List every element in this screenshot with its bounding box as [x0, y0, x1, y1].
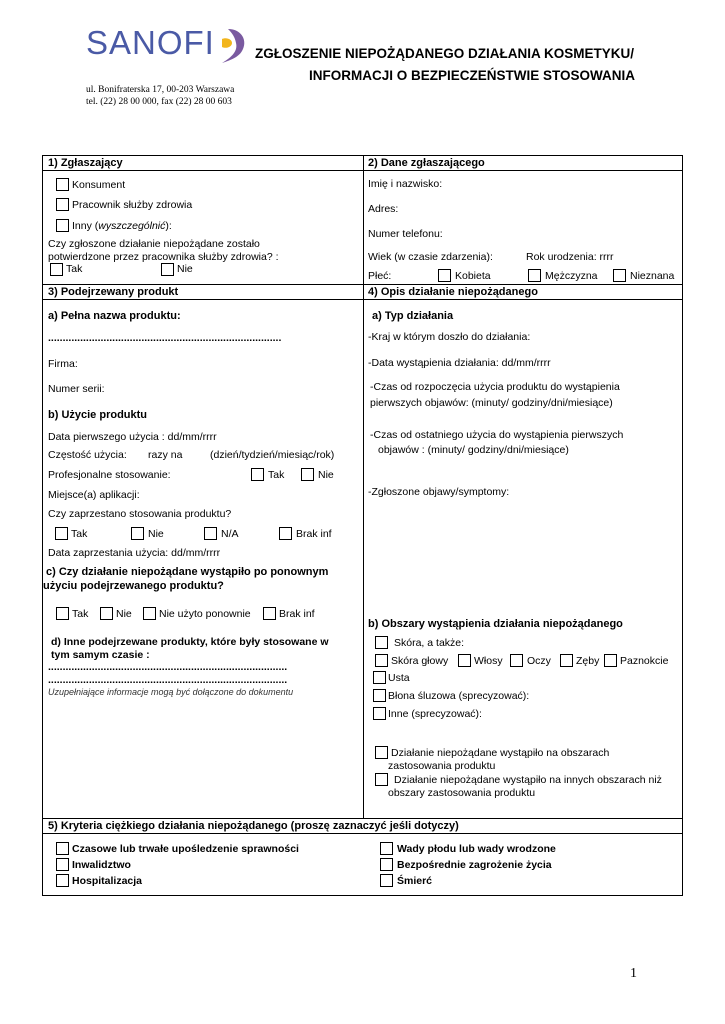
- checkbox-eyes[interactable]: [510, 654, 523, 667]
- checkbox-rechallenge-not-used[interactable]: [143, 607, 156, 620]
- checkbox-invalid[interactable]: [56, 858, 69, 871]
- section5-title: 5) Kryteria ciężkiego działania niepożądanego (proszę zaznaczyć jeśli dotyczy): [48, 820, 459, 832]
- label-rechallenge-brak: Brak inf: [279, 608, 315, 620]
- label-area-other-l2: obszary zastosowania produktu: [388, 787, 536, 799]
- question-stopped: Czy zaprzestano stosowania produktu?: [48, 508, 232, 520]
- areas-title: b) Obszary wystąpienia działania niepożądanego: [368, 618, 623, 630]
- field-name[interactable]: Imię i nazwisko:: [368, 178, 443, 190]
- checkbox-disability[interactable]: [56, 842, 69, 855]
- page-number: 1: [630, 966, 637, 981]
- label-death: Śmierć: [397, 875, 433, 887]
- section3-title: 3) Podejrzewany produkt: [48, 286, 179, 298]
- label-confirmed-tak: Tak: [66, 263, 83, 275]
- section1-title: 1) Zgłaszający: [48, 157, 123, 169]
- field-application-place[interactable]: Miejsce(a) aplikacji:: [48, 489, 140, 501]
- checkbox-birth-defect[interactable]: [380, 842, 393, 855]
- label-unknown: Nieznana: [630, 270, 675, 282]
- sanofi-logo: SANOFI: [86, 24, 215, 61]
- checkbox-pracownik[interactable]: [56, 198, 69, 211]
- checkbox-confirmed-tak[interactable]: [50, 263, 63, 276]
- other-products-field-1[interactable]: ..................................................................................: [48, 661, 288, 673]
- label-disability: Czasowe lub trwałe upośledzenie sprawności: [72, 843, 299, 855]
- label-inny: Inny (wyszczególnić):: [72, 220, 172, 232]
- reaction-type-title: a) Typ działania: [372, 310, 454, 322]
- checkbox-confirmed-nie[interactable]: [161, 263, 174, 276]
- label-teeth: Zęby: [576, 655, 600, 667]
- sanofi-logo-mark-icon: [218, 27, 248, 65]
- label-frequency: Częstość użycia:: [48, 449, 127, 461]
- checkbox-stopped-brak[interactable]: [279, 527, 292, 540]
- checkbox-inny[interactable]: [56, 219, 69, 232]
- label-stopped-tak: Tak: [71, 528, 88, 540]
- form-title-line2: INFORMACJI O BEZPIECZEŃSTWIE STOSOWANIA: [309, 68, 636, 83]
- checkbox-hospitalization[interactable]: [56, 874, 69, 887]
- label-area-other-l1: Działanie niepożądane wystąpiło na innych obszarach niż: [394, 774, 662, 786]
- label-other-area: Inne (sprecyzować):: [388, 708, 482, 720]
- other-products-title-l1: d) Inne podejrzewane produkty, które były stosowane w: [51, 636, 329, 648]
- rechallenge-title-l2: użyciu podejrzewanego produktu?: [43, 580, 224, 592]
- field-onset-date[interactable]: -Data wystąpienia działania: dd/mm/rrrr: [368, 357, 551, 369]
- label-prof-tak: Tak: [268, 469, 285, 481]
- field-time-from-start-l2[interactable]: pierwszych objawów: (minuty/ godziny/dni/miesiące): [370, 397, 613, 409]
- label-professional: Profesjonalne stosowanie:: [48, 469, 171, 481]
- checkbox-rechallenge-tak[interactable]: [56, 607, 69, 620]
- field-age[interactable]: Wiek (w czasie zdarzenia):: [368, 251, 493, 263]
- checkbox-life-threat[interactable]: [380, 858, 393, 871]
- checkbox-lips[interactable]: [373, 671, 386, 684]
- label-rechallenge-nie: Nie: [116, 608, 132, 620]
- label-area-same-l1: Działanie niepożądane wystąpiło na obszarach: [391, 747, 610, 759]
- field-symptoms[interactable]: -Zgłoszone objawy/symptomy:: [368, 486, 510, 498]
- label-stopped-na: N/A: [221, 528, 239, 540]
- label-prof-nie: Nie: [318, 469, 334, 481]
- checkbox-unknown[interactable]: [613, 269, 626, 282]
- label-life-threat: Bezpośrednie zagrożenie życia: [397, 859, 552, 871]
- supplementary-note: Uzupełniające informacje mogą być dołączone do dokumentu: [48, 687, 294, 697]
- label-rechallenge-tak: Tak: [72, 608, 89, 620]
- field-frequency-times[interactable]: razy na: [148, 449, 183, 461]
- label-stopped-brak: Brak inf: [296, 528, 332, 540]
- field-time-from-start-l1[interactable]: -Czas od rozpoczęcia użycia produktu do wystąpienia: [370, 381, 620, 393]
- label-female: Kobieta: [455, 270, 491, 282]
- checkbox-death[interactable]: [380, 874, 393, 887]
- address-street: ul. Bonifraterska 17, 00-203 Warszawa: [86, 85, 235, 95]
- label-mucosa: Błona śluzowa (sprecyzować):: [388, 690, 530, 702]
- label-area-same-l2: zastosowania produktu: [388, 760, 496, 772]
- checkbox-rechallenge-nie[interactable]: [100, 607, 113, 620]
- label-nails: Paznokcie: [620, 655, 669, 667]
- field-time-from-last-l2[interactable]: objawów : (minuty/ godziny/dni/miesiące): [378, 444, 569, 456]
- product-name-title: a) Pełna nazwa produktu:: [48, 310, 181, 322]
- checkbox-teeth[interactable]: [560, 654, 573, 667]
- label-lips: Usta: [388, 672, 410, 684]
- label-confirmed-nie: Nie: [177, 263, 193, 275]
- usage-title: b) Użycie produktu: [48, 409, 148, 421]
- checkbox-scalp[interactable]: [375, 654, 388, 667]
- label-male: Mężczyzna: [545, 270, 598, 282]
- label-pracownik: Pracownik służby zdrowia: [72, 199, 193, 211]
- field-first-use[interactable]: Data pierwszego użycia : dd/mm/rrrr: [48, 431, 217, 443]
- rechallenge-title-l1: c) Czy działanie niepożądane wystąpiło po ponownym: [46, 566, 329, 578]
- address-phone: tel. (22) 28 00 000, fax (22) 28 00 603: [86, 97, 232, 107]
- field-frequency-unit[interactable]: (dzień/tydzień/miesiąc/rok): [210, 449, 335, 461]
- label-sex: Płeć:: [368, 270, 392, 282]
- label-konsument: Konsument: [72, 179, 126, 191]
- field-address[interactable]: Adres:: [368, 203, 399, 215]
- checkbox-stopped-tak[interactable]: [55, 527, 68, 540]
- label-eyes: Oczy: [527, 655, 551, 667]
- field-firma[interactable]: Firma:: [48, 358, 78, 370]
- label-birth-defect: Wady płodu lub wady wrodzone: [397, 843, 556, 855]
- field-stop-date[interactable]: Data zaprzestania użycia: dd/mm/rrrr: [48, 547, 221, 559]
- other-products-title-l2: tym samym czasie :: [51, 649, 150, 661]
- field-time-from-last-l1[interactable]: -Czas od ostatniego użycia do wystąpienia pierwszych: [370, 429, 624, 441]
- checkbox-mucosa[interactable]: [373, 689, 386, 702]
- label-scalp: Skóra głowy: [391, 655, 449, 667]
- question-confirmed-l2: potwierdzone przez pracownika służby zdrowia? :: [48, 251, 279, 263]
- label-hair: Włosy: [474, 655, 503, 667]
- checkbox-area-same[interactable]: [375, 746, 388, 759]
- section4-title: 4) Opis działanie niepożądanego: [368, 286, 538, 298]
- checkbox-other-area[interactable]: [373, 707, 386, 720]
- checkbox-stopped-nie[interactable]: [131, 527, 144, 540]
- checkbox-area-other[interactable]: [375, 773, 388, 786]
- company-address: [86, 84, 234, 108]
- label-rechallenge-not-used: Nie użyto ponownie: [159, 608, 251, 620]
- checkbox-prof-nie[interactable]: [301, 468, 314, 481]
- label-hospitalization: Hospitalizacja: [72, 875, 143, 887]
- other-products-field-2[interactable]: ..................................................................................: [48, 674, 288, 686]
- product-name-field[interactable]: ................................................................................: [48, 332, 282, 344]
- checkbox-hair[interactable]: [458, 654, 471, 667]
- label-stopped-nie: Nie: [148, 528, 164, 540]
- checkbox-skin[interactable]: [375, 636, 388, 649]
- label-invalid: Inwalidztwo: [72, 859, 131, 871]
- field-country[interactable]: -Kraj w którym doszło do działania:: [368, 331, 531, 343]
- question-confirmed-l1: Czy zgłoszone działanie niepożądane zostało: [48, 238, 260, 250]
- field-birth-year[interactable]: Rok urodzenia: rrrr: [526, 251, 614, 263]
- label-skin: Skóra, a także:: [394, 637, 465, 649]
- checkbox-male[interactable]: [528, 269, 541, 282]
- checkbox-female[interactable]: [438, 269, 451, 282]
- form-title-line1: ZGŁOSZENIE NIEPOŻĄDANEGO DZIAŁANIA KOSMETYKU/: [255, 46, 635, 61]
- checkbox-nails[interactable]: [604, 654, 617, 667]
- section2-title: 2) Dane zgłaszającego: [368, 157, 485, 169]
- field-phone[interactable]: Numer telefonu:: [368, 228, 443, 240]
- checkbox-stopped-na[interactable]: [204, 527, 217, 540]
- checkbox-konsument[interactable]: [56, 178, 69, 191]
- checkbox-prof-tak[interactable]: [251, 468, 264, 481]
- checkbox-rechallenge-brak[interactable]: [263, 607, 276, 620]
- field-serial[interactable]: Numer serii:: [48, 383, 105, 395]
